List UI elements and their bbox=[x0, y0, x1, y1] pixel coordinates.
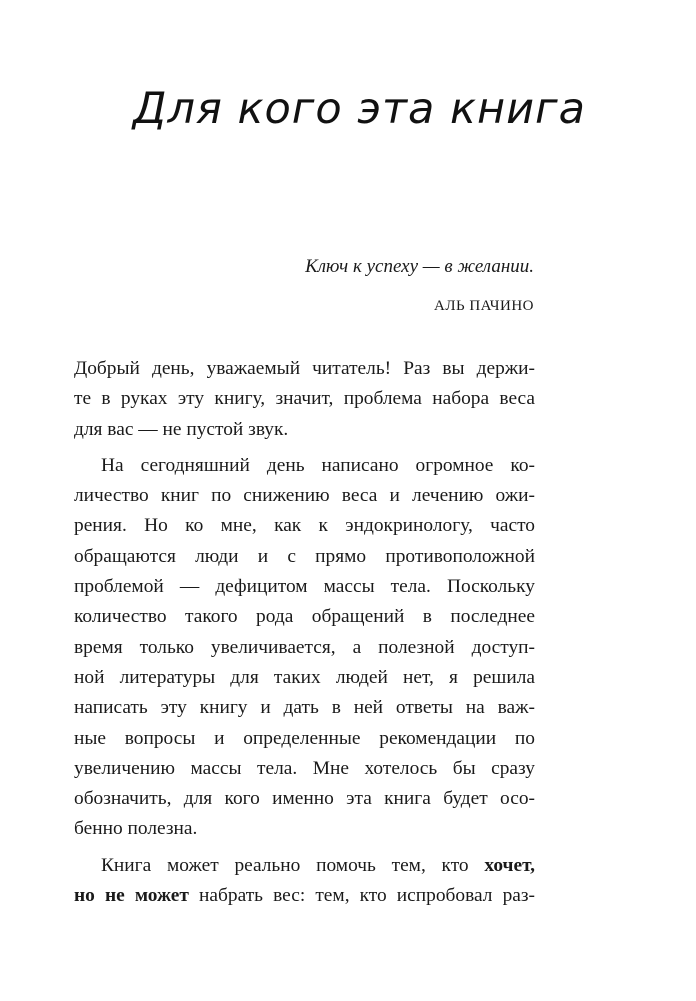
paragraph-3 bbox=[74, 851, 535, 912]
text-line: проблемой — дефицитом массы тела. Поскольку bbox=[74, 576, 535, 598]
epigraph-quote: Ключ к успеху — в желании. bbox=[305, 256, 534, 277]
body-text bbox=[74, 354, 535, 911]
text-line: ные вопросы и определенные рекомендации по bbox=[74, 727, 535, 749]
text-line: ной литературы для таких людей нет, я решила bbox=[74, 666, 535, 688]
text-line bbox=[74, 851, 535, 881]
text-line: написать эту книгу и дать в ней ответы на важ- bbox=[74, 697, 535, 719]
text-line: рения. Но ко мне, как к эндокринологу, часто bbox=[74, 515, 535, 537]
text-line: количество такого рода обращений в последнее bbox=[74, 606, 535, 628]
text-run: Книга может реально помочь тем, кто bbox=[101, 854, 485, 876]
paragraph-2 bbox=[74, 451, 535, 845]
text-line: бенно полезна. bbox=[74, 818, 198, 840]
text-line: Добрый день, уважаемый читатель! Раз вы держи- bbox=[74, 358, 535, 379]
text-line: На сегодняшний день написано огромное ко- bbox=[101, 454, 535, 476]
epigraph bbox=[305, 254, 534, 315]
text-line: обозначить, для кого именно эта книга будет осо- bbox=[74, 788, 535, 810]
bold-emphasis: но не может bbox=[74, 885, 189, 907]
text-line: увеличению массы тела. Мне хотелось бы сразу bbox=[74, 757, 535, 779]
text-run: набрать вес: тем, кто испробовал раз- bbox=[188, 885, 535, 907]
text-line: личество книг по снижению веса и лечению ожи- bbox=[74, 485, 535, 507]
chapter-title: Для кого эта книга bbox=[132, 84, 586, 134]
text-line: для вас — не пустой звук. bbox=[74, 418, 289, 440]
bold-emphasis: хочет, bbox=[484, 854, 535, 876]
text-line bbox=[74, 881, 535, 911]
text-line: время только увеличивается, а полезной доступ- bbox=[74, 636, 535, 658]
text-line: обращаются люди и с прямо противоположной bbox=[74, 545, 535, 567]
epigraph-author: АЛЬ ПАЧИНО bbox=[433, 298, 534, 314]
text-line: те в руках эту книгу, значит, проблема набора веса bbox=[74, 388, 535, 410]
paragraph-1 bbox=[74, 354, 535, 445]
